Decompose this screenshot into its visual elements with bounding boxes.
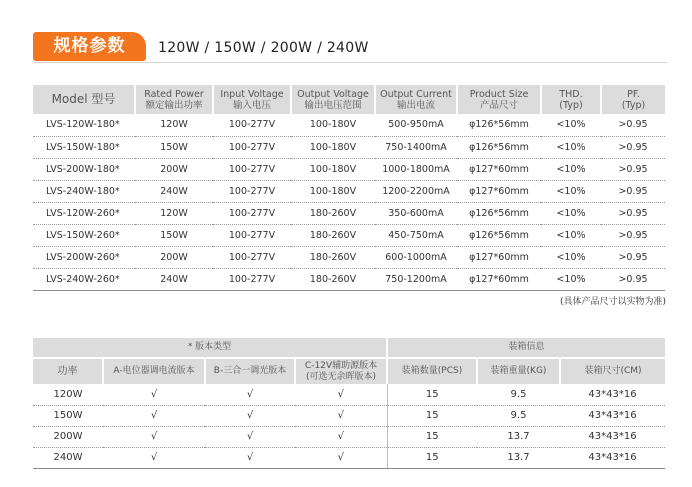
cell-output-voltage: 100-180V (291, 114, 375, 136)
cell-output-voltage: 100-180V (291, 158, 375, 180)
spec-header (33, 30, 667, 63)
cell-rated-power: 120W (135, 202, 213, 224)
cell-version-b: √ (205, 384, 295, 405)
cell-thd: <10% (541, 246, 601, 268)
cell-model: LVS-240W-260* (33, 268, 135, 290)
cell-rated-power: 200W (135, 246, 213, 268)
cell-output-voltage: 180-260V (291, 268, 375, 290)
cell-model: LVS-150W-180* (33, 136, 135, 158)
col-version-c: C-12V辅助源版本 (可选无余晖版本) (295, 358, 387, 384)
cell-input-voltage: 100-277V (213, 224, 291, 246)
spec-row (33, 224, 665, 246)
packing-info-group: 装箱信息 (387, 338, 665, 358)
cell-rated-power: 150W (135, 224, 213, 246)
cell-power: 120W (33, 384, 103, 405)
cell-version-a: √ (103, 447, 205, 468)
cell-output-voltage: 180-260V (291, 202, 375, 224)
cell-product-size: φ127*60mm (457, 180, 541, 202)
spec-table (33, 85, 665, 291)
col-version-a: A-电位器调电流版本 (103, 358, 205, 384)
cell-output-current: 600-1000mA (375, 246, 457, 268)
package-group-row (33, 338, 665, 358)
cell-version-c: √ (295, 405, 387, 426)
col-model: Model 型号 (33, 85, 135, 114)
cell-input-voltage: 100-277V (213, 202, 291, 224)
cell-input-voltage: 100-277V (213, 158, 291, 180)
cell-pack-qty: 15 (387, 426, 477, 447)
cell-power: 150W (33, 405, 103, 426)
cell-pack-weight: 9.5 (477, 405, 560, 426)
cell-output-voltage: 180-260V (291, 224, 375, 246)
cell-version-c: √ (295, 447, 387, 468)
cell-pack-size: 43*43*16 (560, 405, 665, 426)
cell-output-current: 500-950mA (375, 114, 457, 136)
size-note: (具体产品尺寸以实物为准) (559, 297, 666, 307)
cell-input-voltage: 100-277V (213, 246, 291, 268)
spec-row (33, 158, 665, 180)
cell-pack-weight: 9.5 (477, 384, 560, 405)
cell-pack-qty: 15 (387, 384, 477, 405)
package-row (33, 426, 665, 447)
cell-product-size: φ127*60mm (457, 158, 541, 180)
cell-thd: <10% (541, 158, 601, 180)
col-input-voltage: Input Voltage 输入电压 (213, 85, 291, 114)
col-thd: THD. (Typ) (541, 85, 601, 114)
power-range-subtitle: 120W / 150W / 200W / 240W (158, 40, 369, 56)
cell-model: LVS-120W-180* (33, 114, 135, 136)
cell-version-b: √ (205, 426, 295, 447)
cell-output-voltage: 100-180V (291, 180, 375, 202)
cell-version-a: √ (103, 405, 205, 426)
cell-model: LVS-200W-180* (33, 158, 135, 180)
cell-input-voltage: 100-277V (213, 180, 291, 202)
package-header-row (33, 358, 665, 384)
package-table-body (33, 384, 665, 468)
spec-header-row (33, 85, 665, 114)
section-badge (33, 32, 146, 61)
cell-product-size: φ126*56mm (457, 224, 541, 246)
col-output-current: Output Current 输出电流 (375, 85, 457, 114)
cell-pf: >0.95 (601, 224, 665, 246)
version-type-group: * 版本类型 (33, 338, 387, 358)
col-power: 功率 (33, 358, 103, 384)
col-rated-power: Rated Power 额定输出功率 (135, 85, 213, 114)
col-version-b: B-三合一调光版本 (205, 358, 295, 384)
cell-thd: <10% (541, 202, 601, 224)
cell-output-current: 350-600mA (375, 202, 457, 224)
package-row (33, 384, 665, 405)
cell-rated-power: 150W (135, 136, 213, 158)
header-divider (33, 62, 667, 63)
cell-model: LVS-150W-260* (33, 224, 135, 246)
cell-pf: >0.95 (601, 268, 665, 290)
cell-pf: >0.95 (601, 114, 665, 136)
col-pack-qty: 装箱数量(PCS) (387, 358, 477, 384)
cell-output-voltage: 100-180V (291, 136, 375, 158)
spec-row (33, 114, 665, 136)
cell-input-voltage: 100-277V (213, 114, 291, 136)
cell-output-current: 750-1400mA (375, 136, 457, 158)
col-output-voltage: Output Voltage 输出电压范围 (291, 85, 375, 114)
cell-thd: <10% (541, 180, 601, 202)
cell-model: LVS-240W-180* (33, 180, 135, 202)
spec-row (33, 202, 665, 224)
cell-pf: >0.95 (601, 246, 665, 268)
col-pf: PF. (Typ) (601, 85, 665, 114)
cell-pf: >0.95 (601, 180, 665, 202)
spec-row (33, 136, 665, 158)
package-table (33, 338, 665, 469)
spec-row (33, 268, 665, 290)
cell-model: LVS-120W-260* (33, 202, 135, 224)
col-pack-size: 装箱尺寸(CM) (560, 358, 665, 384)
cell-output-current: 1200-2200mA (375, 180, 457, 202)
cell-version-b: √ (205, 405, 295, 426)
cell-pack-weight: 13.7 (477, 447, 560, 468)
col-product-size: Product Size 产品尺寸 (457, 85, 541, 114)
cell-pack-qty: 15 (387, 405, 477, 426)
cell-product-size: φ127*60mm (457, 246, 541, 268)
cell-version-c: √ (295, 384, 387, 405)
spec-row (33, 246, 665, 268)
cell-pack-weight: 13.7 (477, 426, 560, 447)
cell-pack-qty: 15 (387, 447, 477, 468)
cell-power: 240W (33, 447, 103, 468)
cell-version-b: √ (205, 447, 295, 468)
spec-table-body (33, 114, 665, 290)
cell-output-current: 1000-1800mA (375, 158, 457, 180)
package-row (33, 447, 665, 468)
cell-version-a: √ (103, 426, 205, 447)
cell-output-current: 450-750mA (375, 224, 457, 246)
cell-thd: <10% (541, 136, 601, 158)
cell-thd: <10% (541, 224, 601, 246)
spec-row (33, 180, 665, 202)
cell-version-c: √ (295, 426, 387, 447)
cell-output-current: 750-1200mA (375, 268, 457, 290)
cell-pf: >0.95 (601, 202, 665, 224)
cell-pf: >0.95 (601, 158, 665, 180)
cell-rated-power: 240W (135, 268, 213, 290)
cell-product-size: φ127*60mm (457, 268, 541, 290)
cell-thd: <10% (541, 268, 601, 290)
cell-power: 200W (33, 426, 103, 447)
cell-product-size: φ126*56mm (457, 202, 541, 224)
cell-thd: <10% (541, 114, 601, 136)
cell-pack-size: 43*43*16 (560, 384, 665, 405)
cell-pack-size: 43*43*16 (560, 426, 665, 447)
cell-rated-power: 120W (135, 114, 213, 136)
cell-product-size: φ126*56mm (457, 136, 541, 158)
cell-rated-power: 240W (135, 180, 213, 202)
cell-version-a: √ (103, 384, 205, 405)
cell-product-size: φ126*56mm (457, 114, 541, 136)
cell-input-voltage: 100-277V (213, 136, 291, 158)
cell-rated-power: 200W (135, 158, 213, 180)
cell-input-voltage: 100-277V (213, 268, 291, 290)
cell-pf: >0.95 (601, 136, 665, 158)
cell-pack-size: 43*43*16 (560, 447, 665, 468)
col-pack-weight: 装箱重量(KG) (477, 358, 560, 384)
cell-model: LVS-200W-260* (33, 246, 135, 268)
section-badge-label: 规格参数 (53, 36, 126, 56)
package-row (33, 405, 665, 426)
cell-output-voltage: 180-260V (291, 246, 375, 268)
